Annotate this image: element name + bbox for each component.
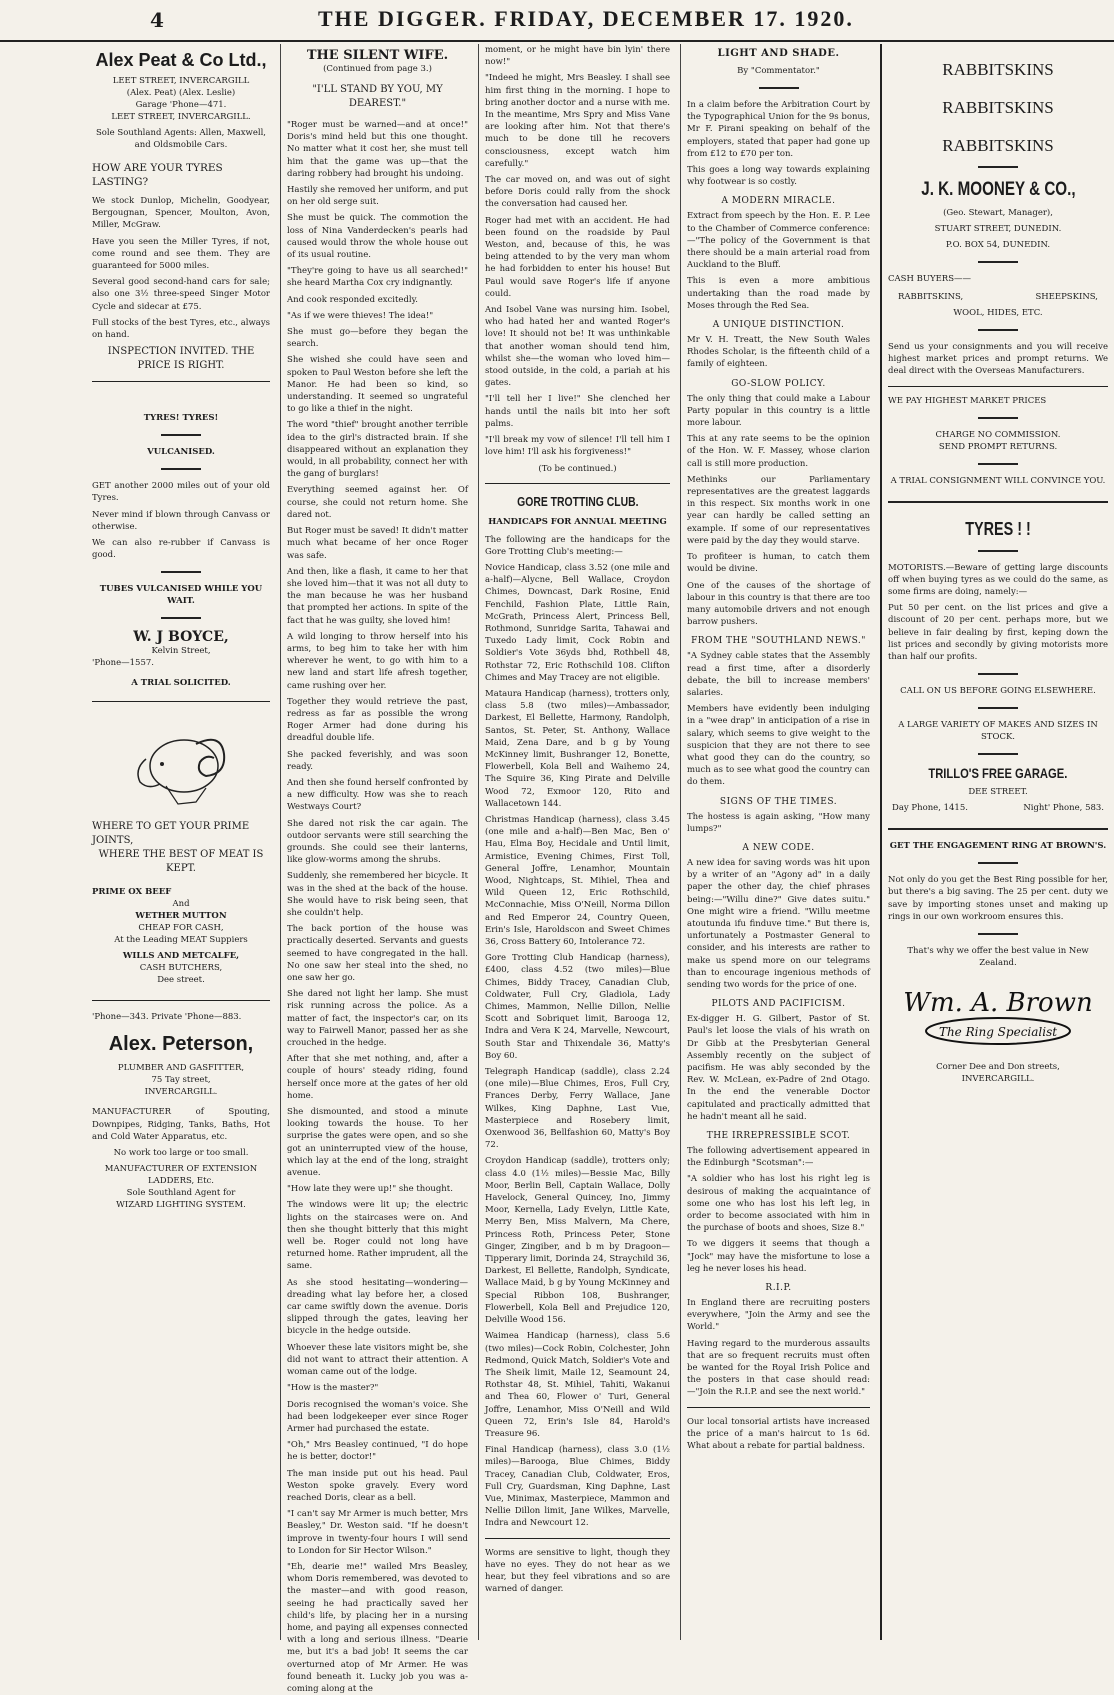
brown-corner: Corner Dee and Don streets, xyxy=(936,1062,1060,1073)
inspection-invited: INSPECTION INVITED. THE PRICE IS RIGHT. xyxy=(107,346,255,372)
full-stocks: Full stocks of the best Tyres, etc., always on hand. xyxy=(92,317,270,341)
story-paragraph: "I can't say Mr Armer is much better, Mrs Beasley," Dr. Weston said. "If he doesn't improve in twenty-four hours I will send to London for Sir Hector Wilson." xyxy=(287,1509,468,1556)
rabbitskins-3: RABBITSKINS xyxy=(942,136,1054,155)
boyce-phone: 'Phone—1557. xyxy=(92,658,154,669)
section-heading: A NEW CODE. xyxy=(742,842,815,853)
story-paragraph: "As if we were thieves! The idea!" xyxy=(287,310,434,321)
brown-ring-logo xyxy=(903,979,1093,1051)
article-paragraph: This is even a more ambitious undertaking than the road made by Moses through the Red Sea. xyxy=(687,276,870,311)
divider xyxy=(978,707,1018,709)
story-continued: (Continued from page 3.) xyxy=(323,64,432,74)
divider xyxy=(485,483,670,484)
extension-ladders: MANUFACTURER OF EXTENSION LADDERS, Etc. xyxy=(104,1164,258,1187)
and-text: And xyxy=(172,899,190,910)
day-phone: Day Phone, 1415. xyxy=(892,803,968,814)
prime-ox-beef: PRIME OX BEEF xyxy=(92,887,172,898)
column-5 xyxy=(880,44,1114,1640)
never-mind: Never mind if blown through Canvass or otherwise. xyxy=(92,509,270,532)
phone-row xyxy=(888,802,1108,814)
prime-joints-heading: WHERE TO GET YOUR PRIME JOINTS, xyxy=(92,821,250,847)
divider xyxy=(978,550,1018,552)
article-paragraph: In a claim before the Arbitration Court by the Typographical Union for the 9s bonus, Mr F. Pirani speaking on behalf of the employers, stated that paper had gone up from £12 to £70 per ton. xyxy=(687,100,870,159)
wizard-lighting: WIZARD LIGHTING SYSTEM. xyxy=(116,1200,246,1211)
story-paragraph: And Isobel Vane was nursing him. Isobel, who had hated her and wanted Roger's love! It should not be! It was unthinkable that another woman should tend him, whilst she—the woman who loved him—stood outside, in the cold, a pariah at his gates. xyxy=(485,305,670,389)
no-work: No work too large or too small. xyxy=(113,1148,249,1159)
article-paragraph: Extract from speech by the Hon. E. P. Lee to the Chamber of Commerce conference:—"The policy of the Government is that there should be a main arterial road from Auckland to the Bluff. xyxy=(687,211,870,271)
alex-peat-partners: (Alex. Peat) (Alex. Leslie) xyxy=(126,88,236,98)
story-paragraph: And cook responded excitedly. xyxy=(287,294,418,305)
story-paragraph: "They're going to have us all searched!" she heard Martha Cox cry indignantly. xyxy=(287,266,468,289)
section-heading: SIGNS OF THE TIMES. xyxy=(719,796,838,807)
story-paragraph: Roger had met with an accident. He had been found on the roadside by Paul Weston, and, because of this, he was being attended to by the very man whom he had forbidden to enter his house! But Paul would save Roger's life if anyone could. xyxy=(485,215,670,299)
article-paragraph: This goes a long way towards explaining why footwear is so costly. xyxy=(687,165,870,188)
story-paragraph: She dared not light her lamp. She must risk running across the police. As a matter of fact, the inspector's car, on its way to Fairwell Manor, passed her as she crouched in the hedge. xyxy=(287,989,468,1049)
worms-note: Worms are sensitive to light, though they have no eyes. They do not hear as we hear, but they feel vibrations and so are warned of danger. xyxy=(485,1547,670,1595)
tyre-stock: We stock Dunlop, Michelin, Goodyear, Bergougnan, Spencer, Moulton, Avon, Miller, McGraw. xyxy=(92,196,270,231)
skins-row xyxy=(888,291,1108,303)
story-paragraph: The back portion of the house was practically deserted. Servants and guests seemed to have congregated in the hall. No one saw her steal into the shed, no one saw her go. xyxy=(287,924,468,983)
column-4 xyxy=(680,44,876,1640)
to-be-continued: (To be continued.) xyxy=(538,463,617,474)
mooney-manager: (Geo. Stewart, Manager), xyxy=(943,208,1053,218)
engagement-ring: GET THE ENGAGEMENT RING AT BROWN'S. xyxy=(889,841,1107,852)
section-heading: A MODERN MIRACLE. xyxy=(721,196,836,207)
brown-town: INVERCARGILL. xyxy=(961,1074,1035,1085)
divider xyxy=(759,87,799,89)
logo-tag: The Ring Specialist xyxy=(938,1025,1058,1040)
mooney-name: J. K. MOONEY & CO., xyxy=(920,179,1076,200)
divider xyxy=(888,386,1108,387)
story-paragraph: Hastily she removed her uniform, and put on her old serge suit. xyxy=(287,185,468,208)
divider xyxy=(92,701,270,702)
handicap-paragraph: Mataura Handicap (harness), trotters only, class 5.8 (two miles)—Ambassador, Darkest, El Bellette, Harmony, Randolph, Santos, St. Peter, St. Anthony, Wallace Maid, Zena Dare, and b g by Young McKinney limit, Bushranger 12, Bonette, Flowerbell, Kola Bell and Waihemo 24, The Squire 36, King Pirate and Delville Wood 72, Exmoor 120, Rito and Wallacetown 144. xyxy=(485,688,670,809)
tyres-heading: TYRES ! ! xyxy=(965,518,1031,539)
alex-peat-agents: Sole Southland Agents: Allen, Maxwell, and Oldsmobile Cars. xyxy=(95,128,267,150)
peterson-manufacturer: MANUFACTURER of Spouting, Downpipes, Ridging, Tanks, Baths, Hot and Cold Water Apparatus, etc. xyxy=(92,1107,270,1142)
divider xyxy=(888,828,1108,830)
send-consignments: Send us your consignments and you will receive highest market prices and prompt returns. We deal direct with the Overseas Manufacturers. xyxy=(888,342,1108,377)
divider xyxy=(161,571,201,573)
story-paragraph: The windows were lit up; the electric lights on the staircases were on. And then she thought bitterly that this might well be. Roger could not long have returned home. Rather imprudent, all the same. xyxy=(287,1200,468,1272)
article-paragraph: Ex-digger H. G. Gilbert, Pastor of St. Paul's let loose the vials of his wrath on Dr Gibb at the Presbyterian General Assembly recently on the subject of pacifism. He was ably seconded by the Rev. W. McLean, ex-Padre of 2nd Otago. In the end the venerable Doctor capitulated and practically admitted that he hadn't meant all he said. xyxy=(687,1014,870,1122)
story-paragraph: As she stood hesitating—wondering—dreading what lay before her, a closed car came swiftly down the avenue. Doris slipped through the gates, leaving her bicycle in the hedge outside. xyxy=(287,1277,468,1337)
page-number: 4 xyxy=(150,8,164,32)
rabbitskins-1: RABBITSKINS xyxy=(942,60,1054,79)
best-meat: WHERE THE BEST OF MEAT IS KEPT. xyxy=(98,849,264,875)
peterson-trade: PLUMBER AND GASFITTER, xyxy=(117,1063,245,1074)
motorists-warning: MOTORISTS.—Beware of getting large discounts off when buying tyres as we could do the same, as some firms are doing, namely:— xyxy=(888,562,1108,598)
alex-peat-garage: Garage 'Phone—471. xyxy=(135,100,227,110)
article-paragraph: Having regard to the murderous assaults that are so frequent recruits must often be wanted for the Royal Irish Police and the posters in that case should read:—"Join the R.I.P. and see the next world." xyxy=(687,1338,870,1398)
cash-buyers: CASH BUYERS—— xyxy=(888,274,972,284)
section-heading: FROM THE "SOUTHLAND NEWS." xyxy=(691,636,866,647)
story-paragraph: But Roger must be saved! It didn't matter much what became of her once Roger was safe. xyxy=(287,526,468,561)
article-paragraph: In England there are recruiting posters everywhere, "Join the Army and see the World." xyxy=(687,1298,870,1333)
article-paragraph: To profiteer is human, to catch them would be divine. xyxy=(687,552,870,575)
alex-peat-name: Alex Peat & Co Ltd., xyxy=(95,50,267,70)
mooney-po: P.O. BOX 54, DUNEDIN. xyxy=(945,240,1051,250)
divider xyxy=(978,673,1018,675)
column-3 xyxy=(478,44,676,1640)
rabbitskins-label: RABBITSKINS, xyxy=(898,292,964,302)
divider xyxy=(978,862,1018,864)
story-paragraph: She packed feverishly, and was soon ready. xyxy=(287,749,468,772)
newspaper-title: THE DIGGER. FRIDAY, DECEMBER 17. 1920. xyxy=(318,6,854,31)
story-paragraph: "I'll tell her I live!" She clenched her hands until the nails bit into her soft palms. xyxy=(485,394,670,429)
miller-tyres: Have you seen the Miller Tyres, if not, come round and see them. They are guaranteed for 5000 miles. xyxy=(92,236,270,272)
story-paragraph: She must go—before they began the search. xyxy=(287,327,468,350)
story-paragraph: A wild longing to throw herself into his arms, to beg him to take her with him wherever he went, to go with him to a new land and start life afresh together, came rushing over her. xyxy=(287,631,468,691)
story-paragraph: She dared not risk the car again. The outdoor servants were still searching the grounds. She could see their lanterns, like glow-worms among the shrubs. xyxy=(287,818,468,866)
wills-metcalfe: WILLS AND METCALFE, xyxy=(122,951,240,962)
article-paragraph: "A soldier who has lost his right leg is desirous of making the acquaintance of some one who has lost his left leg, in order to become associated with him in the purchase of boots and shoes, Size 8." xyxy=(687,1174,870,1234)
put-fifty: Put 50 per cent. on the list prices and give a discount of 20 per cent. perhaps more, but we believe in fair dealing by first, keping down the list prices and secondly by giving motorists more than half our profits. xyxy=(888,603,1108,663)
story-paragraph: She dismounted, and stood a minute looking towards the house. To her surprise the gates were open, and so she got an uninterrupted view of the house, which lay at the end of the long, straight avenue. xyxy=(287,1107,468,1179)
cash-butchers: CASH BUTCHERS, xyxy=(139,963,223,974)
section-heading: PILOTS AND PACIFICISM. xyxy=(711,999,846,1010)
handicap-paragraph: Gore Trotting Club Handicap (harness), £400, class 4.52 (two miles)—Blue Chimes, Biddy Tracey, Canadian Club, Coldwater, Full Cry, Gladiola, Lady Chimes, Mammon, Nellie Dillon, Nellie Scott and Sobriquet limit, Barooga 12, Indra and Vera K 24, Marvelle, Newcourt, South Star and Thixendale 36, Matty's Boy 60. xyxy=(485,953,670,1061)
divider xyxy=(92,381,270,382)
gore-title: GORE TROTTING CLUB. xyxy=(516,493,639,509)
peterson-phones: 'Phone—343. Private 'Phone—883. xyxy=(92,1012,242,1023)
wool-hides: WOOL, HIDES, ETC. xyxy=(953,308,1043,318)
trial-solicited: A TRIAL SOLICITED. xyxy=(131,678,231,689)
logo-name: Wm. A. Brown xyxy=(903,988,1093,1019)
second-hand-cars: Several good second-hand cars for sale; also one 3½ three-speed Singer Motor Cycle and sidecar at £75. xyxy=(92,277,270,312)
story-paragraph: The word "thief" brought another terrible idea to the girl's distracted brain. If she disappeared without an explanation they would, in all probability, connect her with the gang of burglars! xyxy=(287,420,468,480)
boyce-street: Kelvin Street, xyxy=(151,646,211,657)
alex-peat-street2: LEET STREET, INVERCARGILL. xyxy=(111,112,251,122)
dee-street: Dee street. xyxy=(157,975,205,986)
story-paragraph: Doris recognised the woman's voice. She had been lodgekeeper ever since Roger Armer had purchased the estate. xyxy=(287,1399,468,1434)
prompt-returns: SEND PROMPT RETURNS. xyxy=(938,441,1058,452)
mooney-street: STUART STREET, DUNEDIN. xyxy=(934,224,1062,234)
story-paragraph: The man inside put out his head. Paul Weston spoke gravely. Every word reached Doris, clear as a bell. xyxy=(287,1468,468,1503)
story-paragraph: "Indeed he might, Mrs Beasley. I shall see him first thing in the morning. I hope to bring another doctor and a nurse with me. In the meantime, Mrs Spry and Miss Vane are looking after him. Not that there's much to be done till he recovers consciousness, except watch him carefully." xyxy=(485,73,670,169)
ring-text: Not only do you get the Best Ring possible for her, but there's a big saving. The 25 per cent. duty we save by importing stones unset and making up rings in our own workroom ensures this. xyxy=(888,875,1108,922)
story-paragraph: After that she met nothing, and, after a couple of hours' steady riding, found herself once more at the gates of her old home. xyxy=(287,1054,468,1101)
byline: By "Commentator." xyxy=(737,66,820,76)
divider xyxy=(978,463,1018,465)
divider xyxy=(978,166,1018,168)
article-paragraph: The following advertisement appeared in the Edinburgh "Scotsman":— xyxy=(687,1146,870,1169)
divider xyxy=(161,434,201,436)
article-paragraph: Methinks our Parliamentary representatives are the greatest laggards in this respect. Six months work in one year can hardly be called setting an example. If some of our representatives were paid by the day they would starve. xyxy=(687,474,870,546)
divider xyxy=(485,1538,670,1539)
handicap-paragraph: Waimea Handicap (harness), class 5.6 (two miles)—Cock Robin, Colchester, John Redmond, Quick Match, Soldier's Vote and The Sheik limit, Maile 12, Seamount 24, Rothstar 48, St. Mihiel, Tahiti, Wakanui and Thea 60, Flower o' Turi, General Joffre, Lenamhor, Miss O'Neill and Wild Queen 72, Erin's Isle 84, Harold's Treasure 96. xyxy=(485,1331,670,1439)
divider xyxy=(978,933,1018,935)
chapter-title: "I'LL STAND BY YOU, MY DEAREST." xyxy=(312,84,443,109)
article-paragraph: To we diggers it seems that though a "Jock" may have the misfortune to lose a leg he never loses his head. xyxy=(687,1239,870,1274)
story-paragraph: And then she found herself confronted by a new difficulty. How was she to reach Westways Court? xyxy=(287,777,468,813)
tyres-tyres: TYRES! TYRES! xyxy=(143,413,219,424)
section-heading: GO-SLOW POLICY. xyxy=(731,378,826,389)
story-paragraph: "How is the master?" xyxy=(287,1383,379,1394)
handicap-paragraph: Novice Handicap, class 3.52 (one mile and a-half)—Alycne, Bell Wallace, Croydon Chimes, Downcast, Dark Rosine, Enid Fenchild, Fashion Plate, Little Rain, McGrath, Princess Alert, Princess Bell, Rothmond, Sunridge Sarita, Tahawai and Tuxedo Lady limit, Cock Robin and Soldier's Vote 36yds bhd, Rothbell 48, Rothstar 72, Eric Rothschild 108. Clifton Chimes and May Tracey are not eligible. xyxy=(485,562,670,683)
column-2 xyxy=(280,44,474,1694)
alex-peat-street: LEET STREET, INVERCARGILL xyxy=(112,76,250,86)
story-paragraph: moment, or he might have bin lyin' there now!" xyxy=(485,45,670,68)
article-paragraph: Our local tonsorial artists have increased the price of a man's haircut to 1s 6d. What about a rebate for partial baldness. xyxy=(687,1416,870,1452)
story-paragraph: "Oh," Mrs Beasley continued, "I do hope he is better, doctor!" xyxy=(287,1440,468,1463)
story-paragraph: The car moved on, and was out of sight before Doris could rally from the shock the conversation had caused her. xyxy=(485,175,670,210)
story-paragraph: "Roger must be warned—and at once!" Doris's mind held but this one thought. No matter what it cost her, she must tell him that the game was up—that the daring robbery had brought his undoing. xyxy=(287,120,468,179)
light-shade-title: LIGHT AND SHADE. xyxy=(717,48,840,59)
ram-head-icon xyxy=(126,714,236,814)
peterson-town: INVERCARGILL. xyxy=(144,1087,218,1098)
get-miles: GET another 2000 miles out of your old Tyres. xyxy=(92,481,270,504)
article-paragraph: Members have evidently been indulging in a "wee drap" in anticipation of a rise in salary, which seems to give weight to the suspicion that they are not there to see what good they can do the country, so much as to see what good the country can do them. xyxy=(687,704,870,788)
night-phone: Night' Phone, 583. xyxy=(1023,803,1104,814)
article-paragraph: The only thing that could make a Labour Party popular in this country is a little more labour. xyxy=(687,393,870,429)
pay-highest: WE PAY HIGHEST MARKET PRICES xyxy=(888,395,1047,406)
divider xyxy=(978,261,1018,263)
masthead xyxy=(0,0,1114,42)
story-paragraph: And then, like a flash, it came to her that she loved him—that it was not all duty to the man because he was her husband that prompted her actions. In spite of the fact that he was guilty, she loved him! xyxy=(287,566,468,626)
story-paragraph: "How late they were up!" she thought. xyxy=(287,1184,453,1195)
section-heading: THE IRREPRESSIBLE SCOT. xyxy=(706,1131,851,1142)
trillo-street: DEE STREET. xyxy=(968,787,1028,798)
article-paragraph: Mr V. H. Treatt, the New South Wales Rhodes Scholar, is the fifteenth child of a family of eighteen. xyxy=(687,335,870,370)
trial-consignment: A TRIAL CONSIGNMENT WILL CONVINCE YOU. xyxy=(890,475,1106,486)
story-paragraph: Everything seemed against her. Of course, she could not return home. She dared not. xyxy=(287,485,468,520)
handicap-paragraph: Christmas Handicap (harness), class 3.45 (one mile and a-half)—Ben Mac, Ben o' Hau, Elma Boy, Hecidale and Until limit, Armistice, Evening Chimes, First Toll, General Joffre, Lenamhor, Mountain Wood, Nightcaps, St. Mihiel, Thea and Wild Queen 12, Eric Rothschild, McConnachie, Miss O'Neill, Norma Dillon and Red Emperor 24, Country Queen, Erin's Isle, Haroldscon and Sweet Chimes 36, Cross Battery 60, Intolerance 72. xyxy=(485,814,670,947)
leading-meat: At the Leading MEAT Suppiers xyxy=(114,935,248,946)
peterson-name: Alex. Peterson, xyxy=(108,1033,254,1056)
story-paragraph: Whoever these late visitors might be, she did not want to attract their attention. A woman came out of the lodge. xyxy=(287,1342,468,1378)
handicap-paragraph: Final Handicap (harness), class 3.0 (1½ miles)—Barooga, Blue Chimes, Biddy Tracey, Canadian Club, Coldwater, Eros, Full Cry, Guardsman, King Daphne, Last Vue, Minimax, Masterpiece, Mammon and Nellie Dillon limit, Jane Wilkes, Marvelle, Indra and Newcourt 12. xyxy=(485,1445,670,1529)
article-paragraph: A new idea for saving words was hit upon by a writer of an "Agony ad" in a daily paper the other day, the chief phrases being:—"Willu dine?" Give dates suitu." One might wire a friend. "Willu meetme atoutunda ifu finduve time." But there is, unfortunately a Postmaster General to consider, and his interests are rather to make us spend more on our telegrams than to encourage ingenious methods of sending two words for the price of one. xyxy=(687,857,870,990)
handicap-paragraph: Croydon Handicap (saddle), trotters only; class 4.0 (1½ miles)—Bessie Mac, Billy Moor, Berlin Bell, Captain Wallace, Dolly Havelock, General Quincey, Ino, Jimmy Moor, Kernella, Lady Evelyn, Little Kate, Merry Ben, Miss Malvern, Ma Chere, Princess Roth, Princess Peter, Stone Ginger, Zingiber, and b m by Dragoon—Tipperary limit, Dorinda 24, Straychild 36, Darkest, El Bellette, Randolph, Syndicate, Wallace Maid, b g by Young McKinney and Special Ribbon 108, Bushranger, Flowerbell, Kola Bell and Prejudice 120, Delville Wood 156. xyxy=(485,1156,670,1326)
divider xyxy=(687,1407,870,1408)
gore-subtitle: HANDICAPS FOR ANNUAL MEETING xyxy=(488,516,667,527)
vulcanised: VULCANISED. xyxy=(147,447,215,458)
story-paragraph: "I'll break my vow of silence! I'll tell him I love him! I'll ask his forgiveness!" xyxy=(485,435,670,458)
article-paragraph: One of the causes of the shortage of labour in this country is that there are too many automobile drivers and not enough barrow pushers. xyxy=(687,580,870,628)
section-heading: A UNIQUE DISTINCTION. xyxy=(712,320,845,331)
rerubber: We can also re-rubber if Canvass is good. xyxy=(92,538,270,561)
tyres-question: HOW ARE YOUR TYRES LASTING? xyxy=(92,162,223,188)
story-body xyxy=(287,119,468,1695)
trillo-garage: TRILLO'S FREE GARAGE. xyxy=(928,765,1068,782)
story-title: THE SILENT WIFE. xyxy=(306,48,449,63)
no-commission: CHARGE NO COMMISSION. xyxy=(935,429,1061,440)
divider xyxy=(978,753,1018,755)
article-paragraph: The hostess is again asking, "How many lumps?" xyxy=(687,811,870,834)
peterson-street: 75 Tay street, xyxy=(151,1075,211,1086)
story-paragraph: She must be quick. The commotion the loss of Nina Vanderdecken's pearls had caused would throw the whole house out of its usual routine. xyxy=(287,213,468,261)
section-heading: R.I.P. xyxy=(765,1283,792,1294)
handicap-paragraph: The following are the handicaps for the Gore Trotting Club's meeting:— xyxy=(485,534,670,557)
divider xyxy=(161,617,201,619)
story-paragraph: Suddenly, she remembered her bicycle. It was in the shed at the back of the house. She would have to risk being seen, that she couldn't help. xyxy=(287,871,468,918)
handicap-paragraph: Telegraph Handicap (saddle), class 2.24 (one mile)—Blue Chimes, Eros, Full Cry, Frances Derby, Ferry Wallace, Jane Wilkes, King Daphne, Last Vue, Masterpiece and Rosebery limit, Oxenwood 36, Bellfashion 60, Matty's Boy 72. xyxy=(485,1067,670,1151)
tubes-vulcanised: TUBES VULCANISED WHILE YOU WAIT. xyxy=(99,584,263,607)
rabbitskins-2: RABBITSKINS xyxy=(942,98,1054,117)
wether-mutton: WETHER MUTTON xyxy=(135,911,227,922)
story-paragraph: Together they would retrieve the past, redress as far as possible the wrong Roger Armer had done during his dreadful double life. xyxy=(287,696,468,744)
sole-agent: Sole Southland Agent for xyxy=(126,1188,236,1199)
divider xyxy=(92,1000,270,1001)
divider xyxy=(978,417,1018,419)
divider xyxy=(978,329,1018,331)
story-paragraph: She wished she could have seen and spoken to Paul Weston before she left the Manor. He had been so kind, so understanding. It seemed so ungrateful to go like a thief in the night. xyxy=(287,355,468,415)
article-paragraph: "A Sydney cable states that the Assembly read a first time, after a disorderly debate, the bill to increase members' salaries. xyxy=(687,651,870,698)
cheap-for-cash: CHEAP FOR CASH, xyxy=(138,923,224,934)
column-1 xyxy=(86,44,276,1640)
call-on-us: CALL ON US BEFORE GOING ELSEWHERE. xyxy=(900,686,1096,697)
divider xyxy=(888,501,1108,503)
sheepskins-label: SHEEPSKINS, xyxy=(1035,292,1098,302)
boyce-name: W. J BOYCE, xyxy=(133,629,229,646)
large-variety: A LARGE VARIETY OF MAKES AND SIZES IN STOCK. xyxy=(898,720,1098,743)
best-value: That's why we offer the best value in New Zealand. xyxy=(907,946,1089,969)
divider xyxy=(161,468,201,470)
story-paragraph: "Eh, dearie me!" wailed Mrs Beasley, whom Doris remembered, was devoted to the master—and with good reason, seeing he had practically saved her child's life, by placing her in a nursing home, and paying all expenses connected with a long and serious illness. "Dearie me, but it's a bad job! It seems the car overturned atop of Mr Armer. He was found beneath it. Lucky job you was a-coming along at the xyxy=(287,1561,468,1694)
article-paragraph: This at any rate seems to be the opinion of the Hon. W. F. Massey, whose clarion call is still more production. xyxy=(687,434,870,469)
